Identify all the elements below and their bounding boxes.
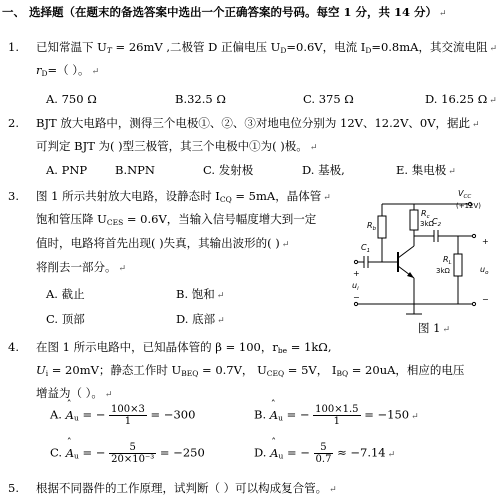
output-plus: + — [482, 237, 489, 246]
q1-option-a: A. 750 Ω — [46, 92, 97, 106]
rl-label: $R_L$ — [443, 255, 452, 266]
q2-option-b: B.NPN — [115, 163, 155, 177]
transistor-collector — [398, 246, 414, 258]
section-heading: 一、 选择题 — [2, 5, 64, 19]
input-plus: + — [353, 269, 360, 278]
emitter-arrow — [407, 272, 414, 278]
c1-label: $C_1$ — [361, 243, 371, 254]
q4-option-b: B. ˆ $A_u$ = − $\frac{100\times 1.5}{1}$ = −150 ↵ — [254, 404, 419, 427]
q3-line3: 值时，电路将首先出现( )失真，其输出波形的( ) ↵ — [36, 236, 290, 250]
resistor-rc — [410, 210, 418, 230]
q4-line1: 在图 1 所示电路中，已知晶体管的 β = 100，$r_{be} = 1k\Omega$, — [36, 340, 332, 355]
q2-option-a: A. PNP — [46, 163, 88, 177]
q5-text: 根据不同器件的工作原理，试判断（ ）可以构成复合管。 ↵ — [36, 481, 337, 495]
circuit-figure — [352, 180, 500, 340]
q4-option-a: A. ˆ $A_u$ = − $\frac{100\times 3}{1}$ = −300 — [50, 404, 195, 427]
output-minus: − — [482, 295, 489, 304]
resistor-rb — [378, 216, 386, 238]
q3-option-a: A. 截止 — [46, 287, 85, 301]
q5-number: 5. — [8, 481, 19, 495]
q4-number: 4. — [8, 340, 19, 354]
resistor-rl — [454, 254, 462, 276]
q2-option-e: E. 集电极 ↵ — [396, 163, 456, 177]
q3-number: 3. — [8, 189, 19, 203]
q2-option-c: C. 发射极 — [203, 163, 254, 177]
q3-line1: 图 1 所示共射放大电路，设静态时 $I_{CQ} = 5mA$，晶体管 ↵ — [36, 189, 331, 204]
ui-label: $u_i$ — [352, 281, 359, 292]
q2-line1: BJT 放大电路中，测得三个电极①、②、③对地电位分别为 12V、12.2V、0V，据此 ↵ — [36, 116, 480, 130]
q4-line3: 增益为（ ）。 ↵ — [36, 386, 113, 400]
q3-line4: 将削去一部分。 ↵ — [36, 260, 127, 274]
vcc-label: $V_{CC}$ — [458, 189, 472, 200]
q3-option-b: B. 饱和 ↵ — [176, 287, 225, 301]
return-mark: ↵ — [439, 9, 447, 19]
rc-value: 3kΩ — [420, 220, 434, 228]
q1-line1: 已知常温下 $U_T = 26mV$ ,二极管 D 正偏电压 $U_D=0.6V$，电流 $I_D=0.8mA$，其交流电阻 ↵ — [36, 40, 498, 55]
c2-label: $C_2$ — [432, 217, 442, 228]
q1-option-d: D. 16.25 Ω ↵ — [425, 92, 497, 106]
q3-line2: 饱和管压降 $U_{CES} = 0.6V$，当输入信号幅度增大到一定 — [36, 212, 317, 227]
q4-option-c: C. ˆ $A_u$ = − $\frac{5}{\text{20×10⁻³}}$ = −250 — [50, 442, 205, 465]
rb-label: $R_b$ — [367, 221, 377, 232]
q1-option-c: C. 375 Ω — [303, 92, 354, 106]
q1-option-b: B.32.5 Ω — [175, 92, 226, 106]
vcc-value: (+12V) — [456, 202, 482, 210]
q2-line2: 可判定 BJT 为( )型三极管，其三个电极中①为( )极。 ↵ — [36, 139, 318, 153]
q1-number: 1. — [8, 40, 19, 54]
rc-label: $R_c$ — [421, 209, 430, 220]
input-minus: − — [353, 293, 360, 302]
q2-option-d: D. 基极, — [302, 163, 345, 177]
q3-option-d: D. 底部 ↵ — [176, 312, 225, 326]
q4-option-d: D. ˆ $A_u$ = − $\frac{5}{0.7}$ ≈ −7.14 ↵ — [254, 442, 395, 465]
q3-option-c: C. 顶部 — [46, 312, 85, 326]
section-title — [2, 5, 447, 21]
rl-value: 3kΩ — [436, 267, 450, 275]
q1-line2: $r_D=$（ ）。 ↵ — [36, 63, 100, 78]
figure-caption: 图 1 ↵ — [418, 321, 451, 335]
q2-number: 2. — [8, 116, 19, 130]
q4-line2: $U_i = 20mV$；静态工作时 $U_{BEQ} = 0.7V$， $U_{CEQ} = 5V$， $I_{BQ} = 20uA$，相应的电压 — [36, 363, 465, 378]
section-instruction: （在题末的备选答案中选出一个正确答案的号码。每空 1 分，共 14 分） — [63, 5, 438, 19]
uo-label: $u_o$ — [480, 265, 489, 276]
